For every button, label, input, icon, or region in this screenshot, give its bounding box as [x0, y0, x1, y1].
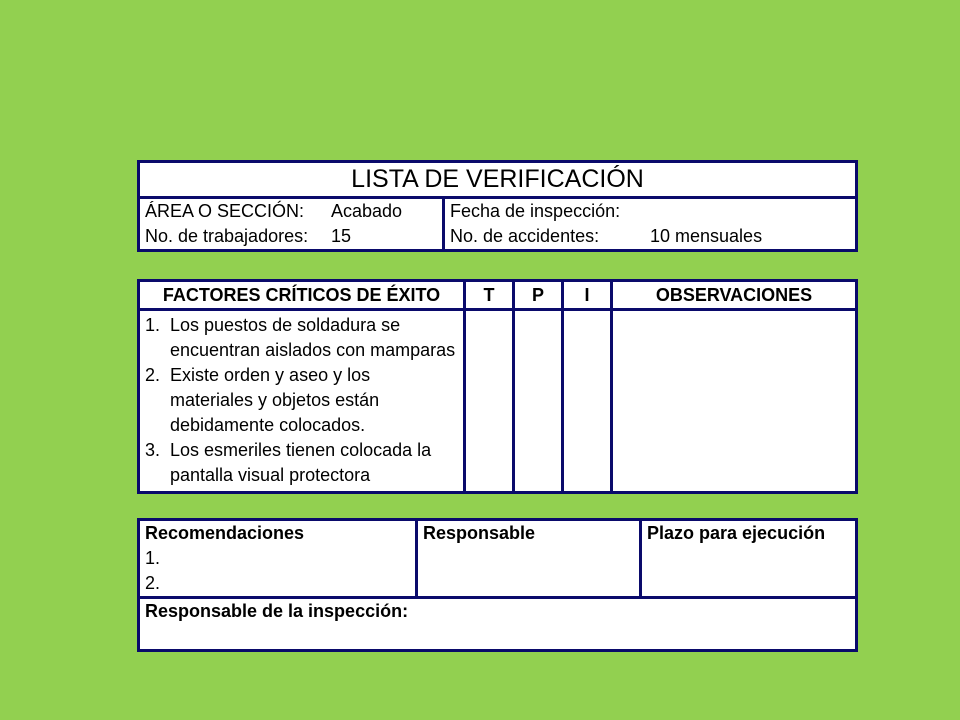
observations-cell[interactable]: [612, 310, 857, 493]
area-cell: [139, 198, 444, 251]
recommendation-item-1: 1.: [145, 548, 161, 568]
list-item: 1. Los puestos de soldadura se encuentran aislados con mamparas: [145, 315, 456, 360]
i-cell[interactable]: [563, 310, 612, 493]
header-p: P: [514, 281, 563, 310]
recommendations-cell: [139, 520, 417, 598]
p-cell[interactable]: [514, 310, 563, 493]
area-label: ÁREA O SECCIÓN:: [145, 201, 305, 221]
recommendations-table: [137, 518, 858, 652]
date-cell: [444, 198, 857, 251]
factors-list-cell: [139, 310, 465, 493]
header-t: T: [465, 281, 514, 310]
factors-table: [137, 279, 858, 494]
inspector-cell: [139, 598, 857, 651]
workers-label: No. de trabajadores:: [145, 226, 309, 246]
accidents-value: 10 mensuales: [650, 226, 763, 246]
t-cell[interactable]: [465, 310, 514, 493]
area-value: Acabado: [331, 201, 403, 221]
workers-value: 15: [331, 226, 352, 246]
header-table: [137, 160, 858, 252]
list-item: 2. Existe orden y aseo y los materiales y objetos están debidamente colocados.: [145, 365, 380, 435]
header-factors: FACTORES CRÍTICOS DE ÉXITO: [139, 281, 465, 310]
factors-list: [145, 313, 458, 488]
header-observations: OBSERVACIONES: [612, 281, 857, 310]
inspector-label: Responsable de la inspección:: [145, 601, 409, 621]
header-i: I: [563, 281, 612, 310]
deadline-label: Plazo para ejecución: [647, 523, 826, 543]
recommendation-item-2: 2.: [145, 573, 161, 593]
list-item: 3. Los esmeriles tienen colocada la pantalla visual protectora: [145, 440, 432, 485]
accidents-label: No. de accidentes:: [450, 226, 600, 246]
checklist-title: LISTA DE VERIFICACIÓN: [139, 162, 857, 198]
deadline-cell: [641, 520, 857, 598]
recommendations-label: Recomendaciones: [145, 523, 305, 543]
responsible-label: Responsable: [423, 523, 536, 543]
date-label: Fecha de inspección:: [450, 201, 621, 221]
responsible-cell: [417, 520, 641, 598]
